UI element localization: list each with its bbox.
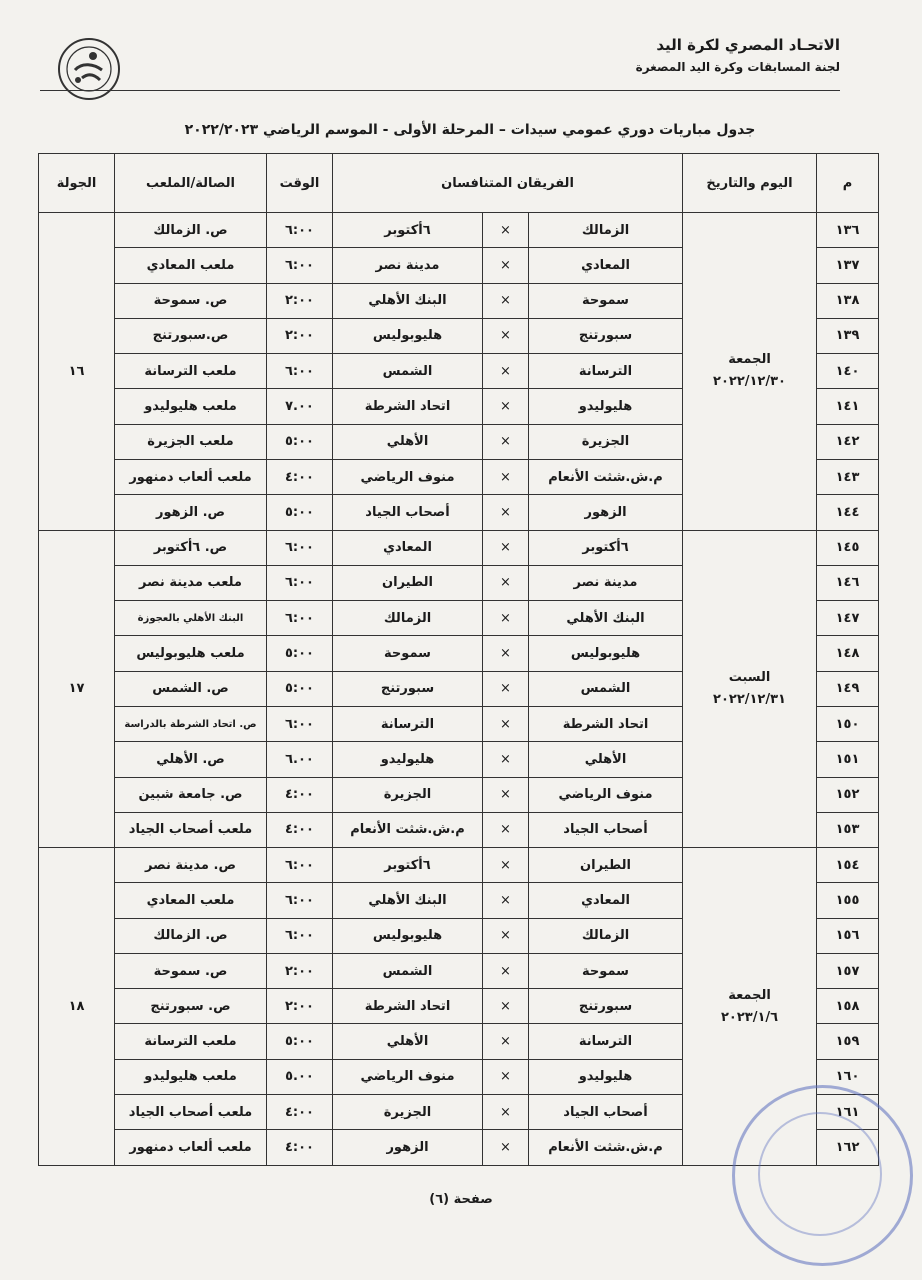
home-team-cell: أصحاب الجياد	[529, 1095, 683, 1130]
committee-name: لجنة المسابقات وكرة اليد المصغرة	[635, 60, 840, 74]
day-date-cell	[683, 213, 817, 531]
versus-mark: ×	[483, 636, 529, 671]
match-number: ١٤٠	[817, 354, 879, 389]
header-round: الجولة	[39, 154, 115, 213]
time-cell: ٦:٠٠	[267, 213, 333, 248]
venue-cell: ملعب هليوليدو	[115, 1059, 267, 1094]
match-number: ١٦٠	[817, 1059, 879, 1094]
away-team-cell: الطيران	[333, 565, 483, 600]
versus-mark: ×	[483, 1059, 529, 1094]
match-number: ١٥١	[817, 742, 879, 777]
home-team-cell: الترسانة	[529, 354, 683, 389]
stamp-inner-ring	[758, 1112, 882, 1236]
time-cell: ٤:٠٠	[267, 1130, 333, 1166]
header-time: الوقت	[267, 154, 333, 213]
home-team-cell: المعادي	[529, 248, 683, 283]
home-team-cell: البنك الأهلي	[529, 601, 683, 636]
versus-mark: ×	[483, 495, 529, 530]
match-number: ١٤٢	[817, 424, 879, 459]
versus-mark: ×	[483, 318, 529, 353]
venue-cell: ص. ٦أكتوبر	[115, 530, 267, 565]
day-date-cell	[683, 530, 817, 848]
match-number: ١٥٠	[817, 706, 879, 741]
versus-mark: ×	[483, 742, 529, 777]
versus-mark: ×	[483, 283, 529, 318]
away-team-cell: ٦أكتوبر	[333, 848, 483, 883]
venue-cell: ملعب أصحاب الجياد	[115, 812, 267, 847]
time-cell: ٢:٠٠	[267, 989, 333, 1024]
versus-mark: ×	[483, 989, 529, 1024]
header-divider	[40, 90, 840, 91]
venue-cell: ص. الشمس	[115, 671, 267, 706]
away-team-cell: الشمس	[333, 354, 483, 389]
away-team-cell: هليوبوليس	[333, 318, 483, 353]
versus-mark: ×	[483, 918, 529, 953]
time-cell: ٦:٠٠	[267, 706, 333, 741]
venue-cell: ص. سبورتنج	[115, 989, 267, 1024]
away-team-cell: الزمالك	[333, 601, 483, 636]
away-team-cell: سبورتنج	[333, 671, 483, 706]
time-cell: ٦:٠٠	[267, 848, 333, 883]
versus-mark: ×	[483, 1130, 529, 1166]
away-team-cell: الجزيرة	[333, 777, 483, 812]
venue-cell: ص. الزمالك	[115, 918, 267, 953]
away-team-cell: الأهلي	[333, 1024, 483, 1059]
header-num: م	[817, 154, 879, 213]
match-number: ١٥٨	[817, 989, 879, 1024]
away-team-cell: أصحاب الجياد	[333, 495, 483, 530]
venue-cell: ملعب أصحاب الجياد	[115, 1095, 267, 1130]
versus-mark: ×	[483, 812, 529, 847]
home-team-cell: الشمس	[529, 671, 683, 706]
away-team-cell: ٦أكتوبر	[333, 213, 483, 248]
away-team-cell: الترسانة	[333, 706, 483, 741]
home-team-cell: سموحة	[529, 953, 683, 988]
match-number: ١٣٩	[817, 318, 879, 353]
table-header-row	[39, 154, 879, 213]
versus-mark: ×	[483, 354, 529, 389]
match-number: ١٥٦	[817, 918, 879, 953]
match-date: ٢٠٢٢/١٢/٣٠	[713, 374, 786, 390]
venue-cell: البنك الأهلي بالعجوزة	[115, 601, 267, 636]
header-teams: الفريقان المتنافسان	[333, 154, 683, 213]
venue-cell: ص. الزمالك	[115, 213, 267, 248]
organization-name: الاتحـاد المصري لكرة اليد	[656, 36, 840, 54]
home-team-cell: هليوبوليس	[529, 636, 683, 671]
match-number: ١٣٧	[817, 248, 879, 283]
home-team-cell: هليوليدو	[529, 1059, 683, 1094]
venue-cell: ملعب المعادي	[115, 883, 267, 918]
page-title: جدول مباريات دوري عمومي سيدات – المرحلة الأولى - الموسم الرياضي ٢٠٢٢/٢٠٢٣	[184, 122, 756, 138]
venue-cell: ص. سموحة	[115, 283, 267, 318]
time-cell: ٥:٠٠	[267, 636, 333, 671]
away-team-cell: م.ش.شثت الأنعام	[333, 812, 483, 847]
versus-mark: ×	[483, 213, 529, 248]
venue-cell: ملعب المعادي	[115, 248, 267, 283]
versus-mark: ×	[483, 565, 529, 600]
versus-mark: ×	[483, 671, 529, 706]
venue-cell: ص. مدينة نصر	[115, 848, 267, 883]
home-team-cell: اتحاد الشرطة	[529, 706, 683, 741]
match-number: ١٤١	[817, 389, 879, 424]
away-team-cell: اتحاد الشرطة	[333, 389, 483, 424]
time-cell: ٥:٠٠	[267, 495, 333, 530]
table-row	[39, 213, 879, 248]
venue-cell: ملعب الجزيرة	[115, 424, 267, 459]
away-team-cell: البنك الأهلي	[333, 283, 483, 318]
versus-mark: ×	[483, 601, 529, 636]
versus-mark: ×	[483, 389, 529, 424]
venue-cell: ملعب ألعاب دمنهور	[115, 1130, 267, 1166]
time-cell: ٢:٠٠	[267, 283, 333, 318]
versus-mark: ×	[483, 953, 529, 988]
away-team-cell: الأهلي	[333, 424, 483, 459]
match-date: ٢٠٢٣/١/٦	[720, 1009, 779, 1025]
header-venue: الصالة/الملعب	[115, 154, 267, 213]
day-name: السبت	[728, 669, 771, 685]
home-team-cell: الزمالك	[529, 918, 683, 953]
venue-cell: ص. سموحة	[115, 953, 267, 988]
match-number: ١٣٦	[817, 213, 879, 248]
away-team-cell: الشمس	[333, 953, 483, 988]
away-team-cell: هليوبوليس	[333, 918, 483, 953]
home-team-cell: هليوليدو	[529, 389, 683, 424]
match-number: ١٥٣	[817, 812, 879, 847]
home-team-cell: المعادي	[529, 883, 683, 918]
home-team-cell: م.ش.شثت الأنعام	[529, 1130, 683, 1166]
match-number: ١٥٤	[817, 848, 879, 883]
versus-mark: ×	[483, 530, 529, 565]
time-cell: ٤:٠٠	[267, 812, 333, 847]
time-cell: ٦:٠٠	[267, 248, 333, 283]
venue-cell: ص. جامعة شبين	[115, 777, 267, 812]
venue-cell: ص. اتحاد الشرطة بالدراسة	[115, 706, 267, 741]
match-number: ١٤٣	[817, 459, 879, 494]
versus-mark: ×	[483, 706, 529, 741]
match-number: ١٤٤	[817, 495, 879, 530]
time-cell: ٦.٠٠	[267, 742, 333, 777]
time-cell: ٧.٠٠	[267, 389, 333, 424]
match-number: ١٣٨	[817, 283, 879, 318]
home-team-cell: سموحة	[529, 283, 683, 318]
away-team-cell: منوف الرياضي	[333, 1059, 483, 1094]
venue-cell: ص. الأهلي	[115, 742, 267, 777]
round-number: ١٦	[39, 213, 115, 531]
away-team-cell: سموحة	[333, 636, 483, 671]
away-team-cell: البنك الأهلي	[333, 883, 483, 918]
venue-cell: ملعب هليوليدو	[115, 389, 267, 424]
schedule-table	[38, 153, 879, 1166]
venue-cell: ملعب مدينة نصر	[115, 565, 267, 600]
versus-mark: ×	[483, 1024, 529, 1059]
match-number: ١٥٩	[817, 1024, 879, 1059]
away-team-cell: الزهور	[333, 1130, 483, 1166]
match-number: ١٥٢	[817, 777, 879, 812]
match-number: ١٦١	[817, 1095, 879, 1130]
home-team-cell: مدينة نصر	[529, 565, 683, 600]
match-number: ١٤٩	[817, 671, 879, 706]
time-cell: ٥:٠٠	[267, 424, 333, 459]
match-number: ١٤٦	[817, 565, 879, 600]
match-number: ١٥٧	[817, 953, 879, 988]
versus-mark: ×	[483, 248, 529, 283]
header-day: اليوم والتاريخ	[683, 154, 817, 213]
time-cell: ٦:٠٠	[267, 601, 333, 636]
versus-mark: ×	[483, 777, 529, 812]
versus-mark: ×	[483, 848, 529, 883]
time-cell: ٥.٠٠	[267, 1059, 333, 1094]
versus-mark: ×	[483, 459, 529, 494]
time-cell: ٦:٠٠	[267, 565, 333, 600]
home-team-cell: منوف الرياضي	[529, 777, 683, 812]
document-header	[40, 28, 840, 98]
home-team-cell: الأهلي	[529, 742, 683, 777]
home-team-cell: الترسانة	[529, 1024, 683, 1059]
time-cell: ٤:٠٠	[267, 459, 333, 494]
venue-cell: ملعب الترسانة	[115, 1024, 267, 1059]
table-row	[39, 530, 879, 565]
venue-cell: ملعب ألعاب دمنهور	[115, 459, 267, 494]
versus-mark: ×	[483, 424, 529, 459]
away-team-cell: الجزيرة	[333, 1095, 483, 1130]
time-cell: ٤:٠٠	[267, 1095, 333, 1130]
match-number: ١٥٥	[817, 883, 879, 918]
match-date: ٢٠٢٢/١٢/٣١	[713, 691, 786, 707]
away-team-cell: هليوليدو	[333, 742, 483, 777]
home-team-cell: م.ش.شثت الأنعام	[529, 459, 683, 494]
time-cell: ٤:٠٠	[267, 777, 333, 812]
away-team-cell: منوف الرياضي	[333, 459, 483, 494]
home-team-cell: سبورتنج	[529, 989, 683, 1024]
match-number: ١٦٢	[817, 1130, 879, 1166]
page-number: صفحة (٦)	[429, 1192, 493, 1207]
home-team-cell: ٦أكتوبر	[529, 530, 683, 565]
home-team-cell: سبورتنج	[529, 318, 683, 353]
match-number: ١٤٧	[817, 601, 879, 636]
venue-cell: ص. الزهور	[115, 495, 267, 530]
time-cell: ٦:٠٠	[267, 530, 333, 565]
time-cell: ٢:٠٠	[267, 318, 333, 353]
away-team-cell: مدينة نصر	[333, 248, 483, 283]
time-cell: ٦:٠٠	[267, 918, 333, 953]
away-team-cell: المعادي	[333, 530, 483, 565]
venue-cell: ملعب الترسانة	[115, 354, 267, 389]
table-row	[39, 848, 879, 883]
venue-cell: ص.سبورتنج	[115, 318, 267, 353]
round-number: ١٧	[39, 530, 115, 848]
time-cell: ٦:٠٠	[267, 354, 333, 389]
time-cell: ٥:٠٠	[267, 1024, 333, 1059]
versus-mark: ×	[483, 1095, 529, 1130]
time-cell: ٥:٠٠	[267, 671, 333, 706]
round-number: ١٨	[39, 848, 115, 1166]
versus-mark: ×	[483, 883, 529, 918]
away-team-cell: اتحاد الشرطة	[333, 989, 483, 1024]
home-team-cell: الطيران	[529, 848, 683, 883]
time-cell: ٢:٠٠	[267, 953, 333, 988]
day-name: الجمعة	[728, 352, 771, 368]
home-team-cell: الزهور	[529, 495, 683, 530]
time-cell: ٦:٠٠	[267, 883, 333, 918]
day-name: الجمعة	[728, 987, 771, 1003]
home-team-cell: أصحاب الجياد	[529, 812, 683, 847]
venue-cell: ملعب هليوبوليس	[115, 636, 267, 671]
home-team-cell: الجزيرة	[529, 424, 683, 459]
match-number: ١٤٨	[817, 636, 879, 671]
match-number: ١٤٥	[817, 530, 879, 565]
home-team-cell: الزمالك	[529, 213, 683, 248]
